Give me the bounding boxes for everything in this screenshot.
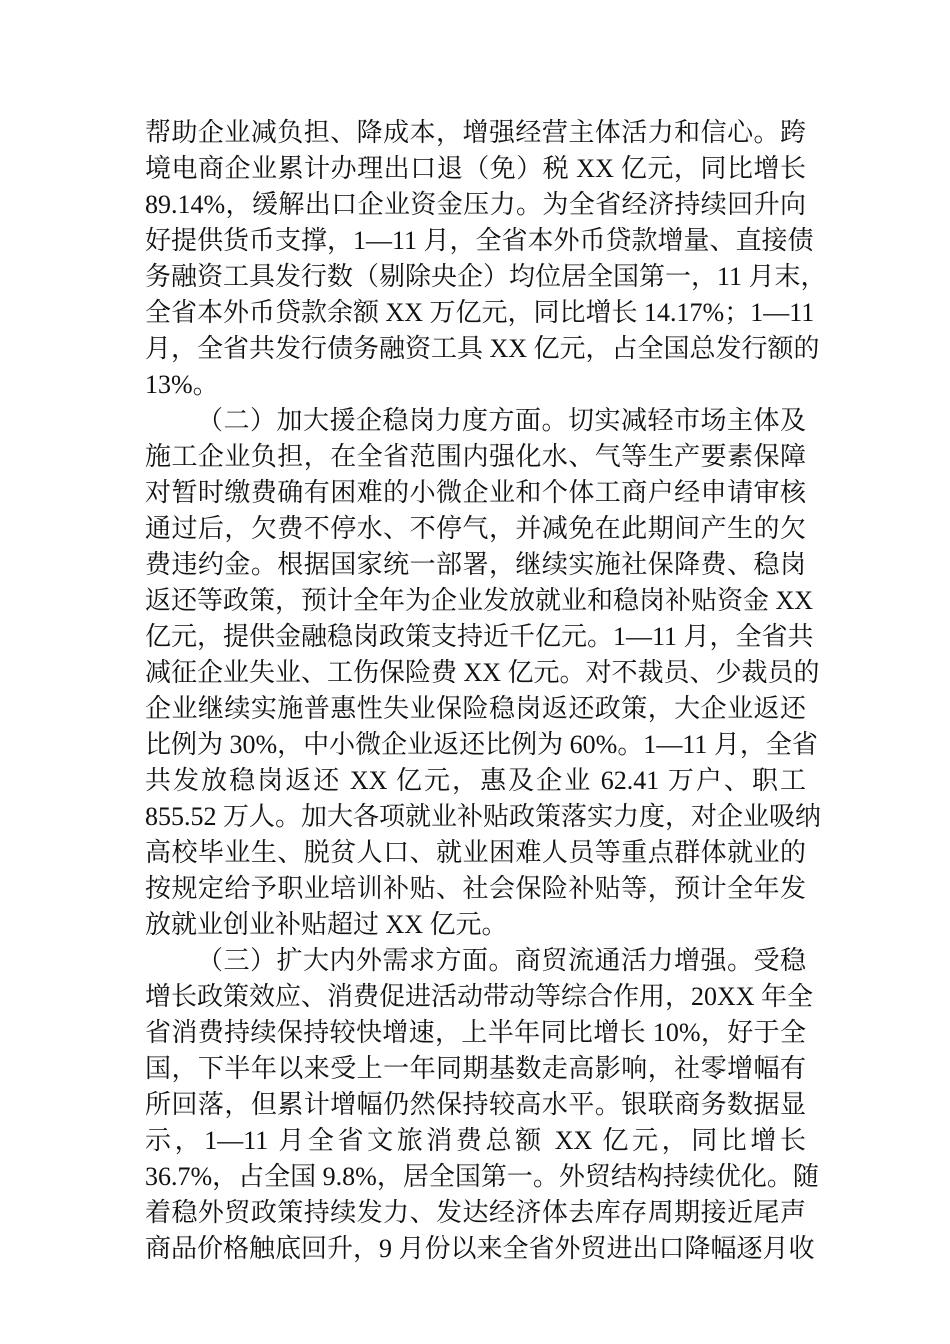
text-line: 省消费持续保持较快增速，上半年同比增长 10%，好于全 [145, 1018, 806, 1047]
text-line: 855.52 万人。加大各项就业补贴政策落实力度，对企业吸纳 [145, 802, 822, 831]
paragraph [145, 943, 819, 1267]
text-line: 国，下半年以来受上一年同期基数走高影响，社零增幅有 [145, 1054, 806, 1083]
text-line: 减征企业失业、工伤保险费 XX 亿元。对不裁员、少裁员的 [145, 658, 820, 687]
paragraph [145, 403, 822, 943]
text-line: 帮助企业减负担、降成本，增强经营主体活力和信心。跨 [145, 118, 806, 147]
text-line: 比例为 30%，中小微企业返还比例为 60%。1—11 月，全省 [145, 730, 818, 759]
text-line: 费违约金。根据国家统一部署，继续实施社保降费、稳岗 [145, 550, 806, 579]
text-line: 共发放稳岗返还 XX 亿元，惠及企业 62.41 万户、职工 [145, 766, 806, 795]
text-line: 13%。 [145, 370, 219, 399]
text-line: （三）扩大内外需求方面。商贸流通活力增强。受稳 [197, 946, 806, 975]
text-line: 按规定给予职业培训补贴、社会保险补贴等，预计全年发 [145, 874, 806, 903]
text-line: 务融资工具发行数（剔除央企）均位居全国第一，11 月末， [145, 262, 827, 291]
text-line: 增长政策效应、消费促进活动带动等综合作用，20XX 年全 [145, 982, 814, 1011]
text-line: 企业继续实施普惠性失业保险稳岗返还政策，大企业返还 [145, 694, 806, 723]
text-line: 施工企业负担，在全省范围内强化水、气等生产要素保障 [145, 442, 806, 471]
text-line: 对暂时缴费确有困难的小微企业和个体工商户经申请审核 [145, 478, 806, 507]
text-line: 返还等政策，预计全年为企业发放就业和稳岗补贴资金 XX [145, 586, 814, 615]
text-line: 放就业创业补贴超过 XX 亿元。 [145, 910, 508, 939]
text-line: 好提供货币支撑，1—11 月，全省本外币贷款增量、直接债 [145, 226, 814, 255]
text-line: 亿元，提供金融稳岗政策支持近千亿元。1—11 月，全省共 [145, 622, 814, 651]
text-line: 着稳外贸政策持续发力、发达经济体去库存周期接近尾声 [145, 1198, 806, 1227]
text-line: 通过后，欠费不停水、不停气，并减免在此期间产生的欠 [145, 514, 806, 543]
text-line: （二）加大援企稳岗力度方面。切实减轻市场主体及 [197, 406, 806, 435]
text-line: 示，1—11 月全省文旅消费总额 XX 亿元，同比增长 [145, 1126, 806, 1155]
text-line: 月，全省共发行债务融资工具 XX 亿元，占全国总发行额的 [145, 334, 820, 363]
text-line: 商品价格触底回升，9 月份以来全省外贸进出口降幅逐月收 [145, 1234, 815, 1263]
text-line: 所回落，但累计增幅仍然保持较高水平。银联商务数据显 [145, 1090, 806, 1119]
text-line: 全省本外币贷款余额 XX 万亿元，同比增长 14.17%；1—11 [145, 298, 815, 327]
text-line: 36.7%，占全国 9.8%，居全国第一。外贸结构持续优化。随 [145, 1162, 819, 1191]
text-line: 境电商企业累计办理出口退（免）税 XX 亿元，同比增长 [145, 154, 806, 183]
document-page [145, 115, 827, 1267]
text-line: 高校毕业生、脱贫人口、就业困难人员等重点群体就业的 [145, 838, 806, 867]
paragraph [145, 115, 827, 403]
text-line: 89.14%，缓解出口企业资金压力。为全省经济持续回升向 [145, 190, 806, 219]
